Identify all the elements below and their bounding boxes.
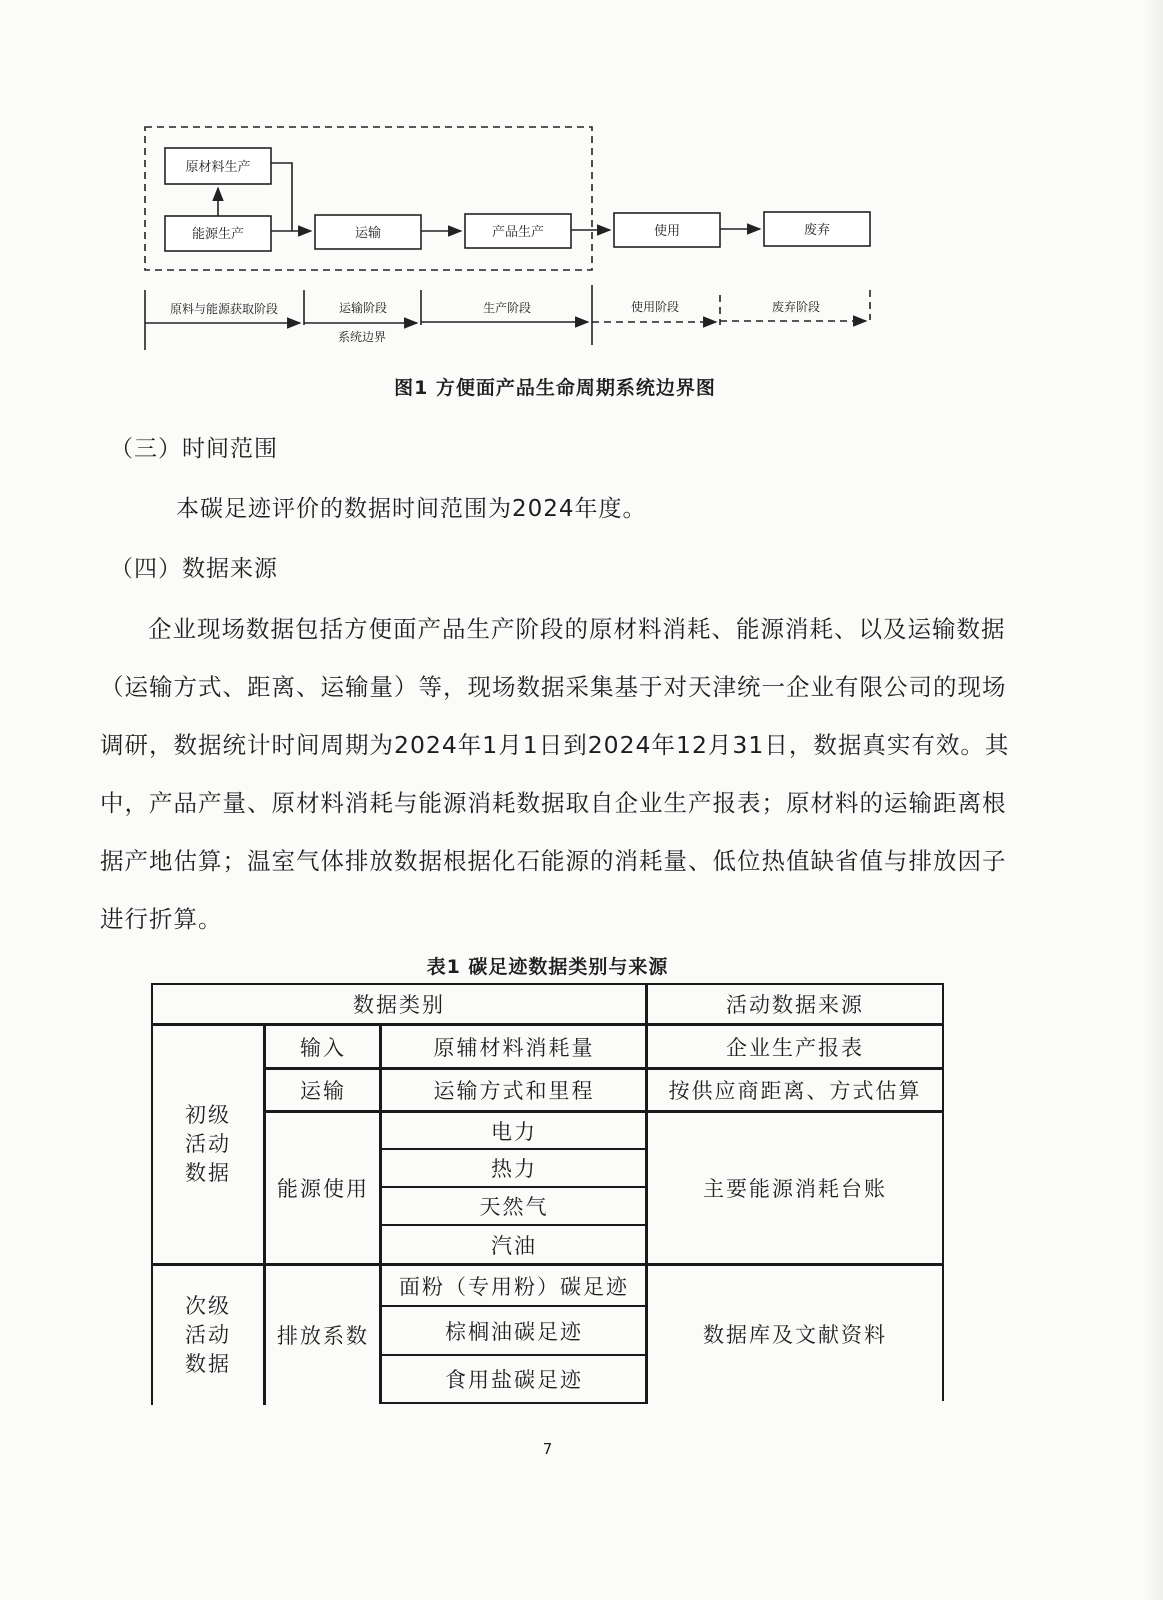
energy-source: 主要能源消耗台账 — [703, 1177, 887, 1201]
input-label: 输入 — [300, 1035, 346, 1060]
page-number: 7 — [542, 1440, 553, 1458]
stage-use-label: 使用阶段 — [630, 300, 680, 314]
section-time-heading: （三）时间范围 — [110, 436, 278, 462]
transport-label: 运输 — [354, 226, 382, 241]
energy-item-natural-gas: 天然气 — [479, 1195, 549, 1219]
connector-raw-material — [271, 163, 292, 231]
section-data-paragraph — [100, 600, 1020, 948]
energy-item-heat: 热力 — [491, 1157, 537, 1181]
stage-transport-label: 运输阶段 — [338, 301, 388, 315]
primary-activity-group: 初级 活动 数据 — [185, 1103, 231, 1185]
disposal-label: 废弃 — [803, 223, 831, 238]
input-item: 原辅材料消耗量 — [433, 1035, 595, 1060]
energy-item-electricity: 电力 — [491, 1119, 537, 1144]
table-title: 表1 碳足迹数据类别与来源 — [426, 956, 669, 978]
input-source: 企业生产报表 — [726, 1035, 864, 1060]
table-border-right — [942, 983, 944, 1401]
transport-label: 运输 — [300, 1079, 346, 1103]
section-data-heading: （四）数据来源 — [110, 556, 278, 582]
energy-use-label: 能源使用 — [277, 1177, 369, 1201]
emission-item-salt: 食用盐碳足迹 — [445, 1368, 583, 1392]
header-source: 活动数据来源 — [726, 993, 864, 1017]
header-category: 数据类别 — [353, 993, 445, 1017]
emission-factor-label: 排放系数 — [277, 1324, 369, 1348]
stage-acquisition-label: 原料与能源获取阶段 — [169, 302, 279, 316]
stage-disposal-label: 废弃阶段 — [771, 300, 821, 314]
secondary-activity-group: 次级 活动 数据 — [185, 1293, 231, 1376]
section-time-text: 本碳足迹评价的数据时间范围为2024年度。 — [176, 496, 647, 522]
emission-source: 数据库及文献资料 — [703, 1323, 887, 1347]
system-boundary-label: 系统边界 — [337, 330, 387, 344]
emission-item-flour: 面粉（专用粉）碳足迹 — [399, 1274, 629, 1299]
energy-item-gasoline: 汽油 — [491, 1233, 537, 1258]
section-data-text: 企业现场数据包括方便面产品生产阶段的原材料消耗、能源消耗、以及运输数据（运输方式、距离、运输量）等，现场数据采集基于对天津统一企业有限公司的现场调研，数据统计时间周期为2024年1月1日到2024年12月31日，数据真实有效。其中，产品产量、原材料消耗与能源消耗数据取自企业生产报表；原材料的运输距离根据产地估算；温室气体排放数据根据化石能源的消耗量、低位热值缺省值与排放因子进行折算。 — [100, 615, 1010, 933]
use-label: 使用 — [653, 224, 681, 239]
figure-caption: 图1 方便面产品生命周期系统边界图 — [394, 377, 716, 399]
production-label: 产品生产 — [491, 225, 545, 240]
transport-source: 按供应商距离、方式估算 — [668, 1079, 922, 1103]
emission-item-palm-oil: 棕榈油碳足迹 — [445, 1319, 583, 1344]
raw-material-label: 原材料生产 — [185, 160, 251, 175]
stage-production-label: 生产阶段 — [482, 301, 532, 315]
transport-item: 运输方式和里程 — [433, 1079, 595, 1103]
table-rule-emission-bottom — [380, 1402, 646, 1404]
energy-label: 能源生产 — [191, 227, 245, 242]
lifecycle-boundary-diagram — [0, 0, 1163, 360]
